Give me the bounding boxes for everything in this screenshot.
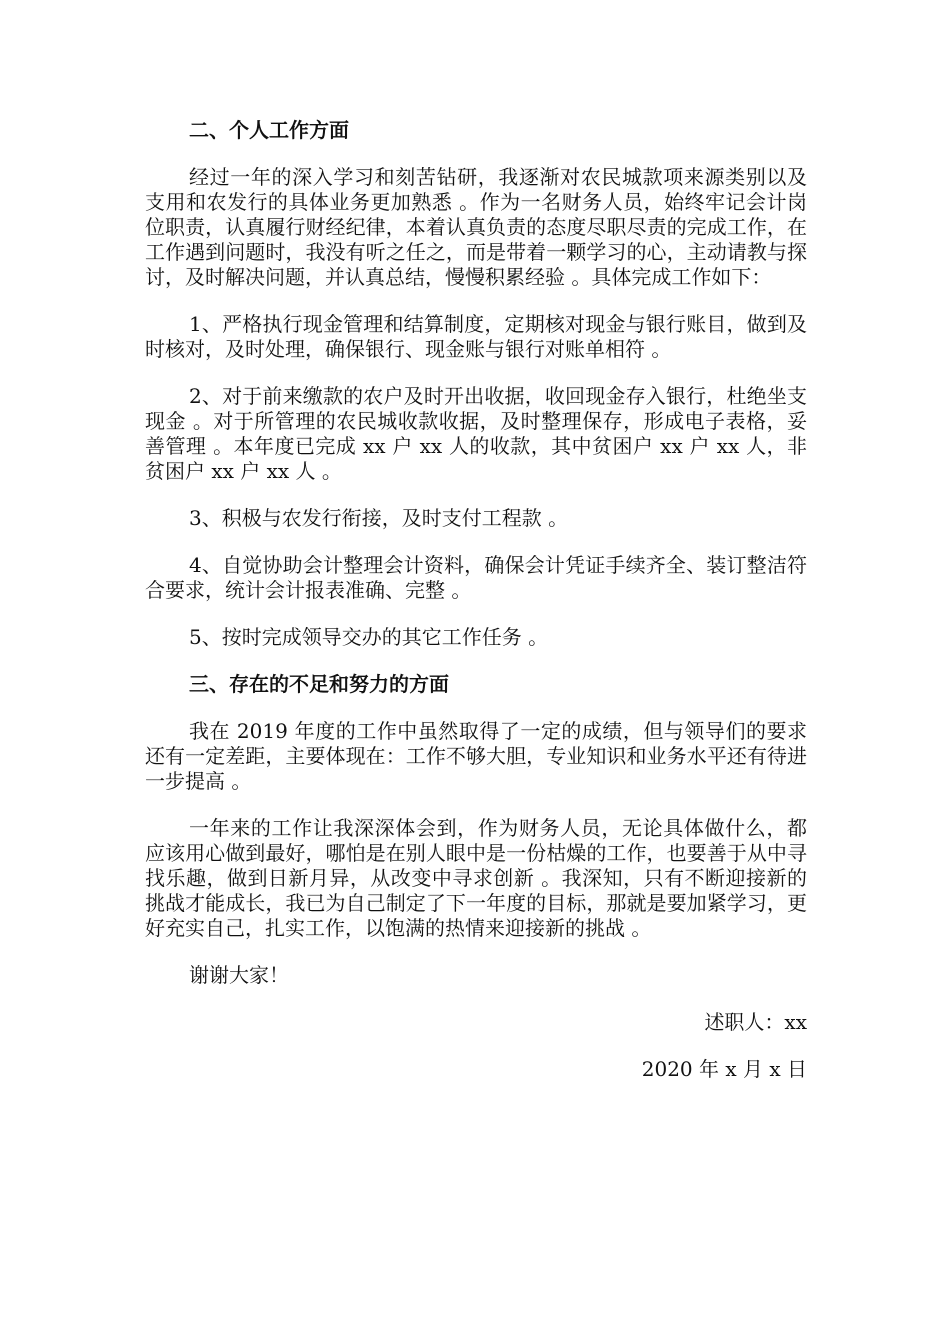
section3-paragraph-2: 一年来的工作让我深深体会到，作为财务人员，无论具体做什么，都应该用心做到最好，哪怕是在别人眼中是一份枯燥的工作，也要善于从中寻找乐趣，做到日新月异，从改变中寻求创新 。我深知，只有不断迎接新的挑战才能成长，我已为自己制定了下一年度的目标，那就是要加紧学习，更好充实自己，扎实工作，以饱满的热情来迎接新的挑战 。 xyxy=(145,816,807,940)
section2-heading: 二、个人工作方面 xyxy=(189,118,349,142)
work-item-3: 3、积极与农发行衔接，及时支付工程款 。 xyxy=(189,506,569,530)
date-line: 2020 年 x 月 x 日 xyxy=(641,1057,807,1081)
document-body xyxy=(145,118,807,1104)
work-item-1: 1、严格执行现金管理和结算制度，定期核对现金与银行账目，做到及时核对，及时处理，确保银行、现金账与银行对账单相符 。 xyxy=(145,312,807,361)
section3-heading: 三、存在的不足和努力的方面 xyxy=(189,672,449,696)
work-item-5: 5、按时完成领导交办的其它工作任务 。 xyxy=(189,625,549,649)
work-item-2: 2、对于前来缴款的农户及时开出收据，收回现金存入银行，杜绝坐支现金 。对于所管理的农民城收款收据，及时整理保存，形成电子表格，妥善管理 。本年度已完成 xx 户 xx 人的收款，其中贫困户 xx 户 xx 人，非贫困户 xx 户 xx 人 。 xyxy=(145,384,807,483)
section3-paragraph-1: 我在 2019 年度的工作中虽然取得了一定的成绩，但与领导们的要求还有一定差距，主要体现在：工作不够大胆，专业知识和业务水平还有待进一步提高 。 xyxy=(145,719,807,793)
section2-intro-paragraph: 经过一年的深入学习和刻苦钻研，我逐渐对农民城款项来源类别以及支用和农发行的具体业务更加熟悉 。作为一名财务人员，始终牢记会计岗位职责，认真履行财经纪律，本着认真负责的态度尽职尽责的完成工作，在工作遇到问题时，我没有听之任之，而是带着一颗学习的心，主动请教与探讨，及时解决问题，并认真总结，慢慢积累经验 。具体完成工作如下： xyxy=(145,165,807,289)
thanks-line: 谢谢大家！ xyxy=(189,963,289,987)
work-item-4: 4、自觉协助会计整理会计资料，确保会计凭证手续齐全、装订整洁符合要求，统计会计报表准确、完整 。 xyxy=(145,553,807,602)
signature-line: 述职人：xx xyxy=(704,1010,807,1034)
